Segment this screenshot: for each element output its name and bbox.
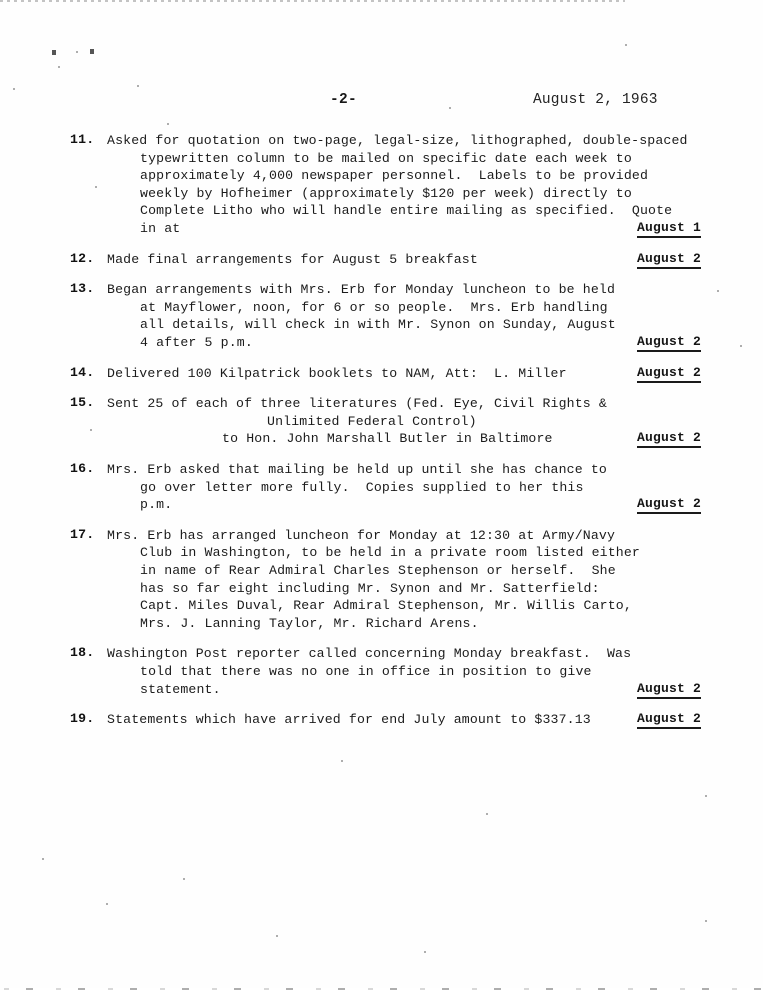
scan-speckle (76, 51, 78, 53)
scan-speckle (13, 88, 15, 90)
entry-line: typewritten column to be mailed on specific date each week to (140, 150, 632, 166)
entry-line: at Mayflower, noon, for 6 or so people. Mrs. Erb handling (140, 299, 608, 315)
entry-line: statement. (140, 681, 221, 697)
memo-entry (0, 251, 763, 269)
memo-entry (0, 365, 763, 383)
memo-entry (0, 711, 763, 729)
scan-speckle (486, 813, 488, 815)
entry-line: weekly by Hofheimer (approximately $120 per week) directly to (140, 185, 632, 201)
entry-number: 12. (70, 250, 95, 266)
entry-line: Made final arrangements for August 5 breakfast (107, 251, 478, 267)
entry-number: 14. (70, 364, 95, 380)
date-stamp: August 2 (637, 334, 701, 352)
scan-speckle (424, 951, 426, 953)
entry-line: in at (140, 220, 181, 236)
entry-number: 18. (70, 645, 95, 661)
date-stamp: August 2 (637, 681, 701, 699)
memo-entry (0, 132, 763, 238)
scan-speckle (52, 50, 56, 55)
entry-line: Delivered 100 Kilpatrick booklets to NAM, Att: L. Miller (107, 365, 567, 381)
date-stamp: August 2 (637, 251, 701, 269)
memo-entry (0, 461, 763, 514)
entry-line: Asked for quotation on two-page, legal-size, lithographed, double-spaced (107, 133, 688, 148)
date-stamp: August 2 (637, 430, 701, 448)
entry-line: Mrs. J. Lanning Taylor, Mr. Richard Arens. (140, 615, 479, 631)
entry-line: Statements which have arrived for end July amount to $337.13 (107, 712, 591, 728)
entry-line: has so far eight including Mr. Synon and Mr. Satterfield: (140, 580, 600, 596)
entry-line: approximately 4,000 newspaper personnel. Labels to be provided (140, 168, 649, 184)
entry-text (0, 527, 763, 633)
scan-speckle (42, 858, 44, 860)
memo-entry (0, 281, 763, 351)
date-stamp: August 2 (637, 496, 701, 514)
memo-entry (0, 645, 763, 698)
document-date: August 2, 1963 (533, 92, 658, 108)
scan-speckle (183, 878, 185, 880)
entry-number: 15. (70, 395, 95, 411)
entry-line: Complete Litho who will handle entire mailing as specified. Quote (140, 203, 673, 219)
page-number: -2- (330, 92, 358, 108)
entry-line: go over letter more fully. Copies supplied to her this (140, 479, 584, 495)
entry-line: Unlimited Federal Control) (267, 413, 477, 429)
scan-speckle (167, 123, 169, 125)
scan-speckle (625, 44, 627, 46)
scan-speckle (705, 795, 707, 797)
entry-line: in name of Rear Admiral Charles Stephenson or herself. She (140, 562, 616, 578)
date-stamp: August 1 (637, 220, 701, 238)
date-stamp: August 2 (637, 711, 701, 729)
entry-line: Mrs. Erb asked that mailing be held up until she has chance to (107, 462, 607, 477)
entry-line: all details, will check in with Mr. Synon on Sunday, August (140, 317, 616, 333)
scan-speckle (341, 760, 343, 762)
scan-speckle (137, 85, 139, 87)
entry-number: 13. (70, 281, 95, 297)
entry-number: 11. (70, 132, 95, 147)
memo-entry (0, 395, 763, 448)
entry-line: p.m. (140, 497, 173, 513)
scan-speckle (276, 935, 278, 937)
entry-line: 4 after 5 p.m. (140, 334, 253, 350)
entry-line: Sent 25 of each of three literatures (Fed. Eye, Civil Rights & (107, 396, 607, 412)
entry-line: Began arrangements with Mrs. Erb for Monday luncheon to be held (107, 282, 616, 298)
entry-line: Capt. Miles Duval, Rear Admiral Stephenson, Mr. Willis Carto, (140, 598, 632, 614)
entry-line: told that there was no one in office in position to give (140, 663, 592, 679)
scan-speckle (90, 49, 94, 54)
entry-number: 16. (70, 461, 95, 476)
entry-number: 17. (70, 526, 95, 542)
entry-line: Washington Post reporter called concerning Monday breakfast. Was (107, 646, 632, 662)
scan-artifact-top-edge (0, 0, 625, 2)
entry-line: Mrs. Erb has arranged luncheon for Monday at 12:30 at Army/Navy (107, 527, 616, 543)
entry-line: Club in Washington, to be held in a private room listed either (140, 545, 640, 561)
scan-speckle (705, 920, 707, 922)
entry-number: 19. (70, 711, 95, 727)
entry-line: to Hon. John Marshall Butler in Baltimore (222, 431, 553, 447)
page-header (0, 92, 763, 114)
date-stamp: August 2 (637, 365, 701, 383)
memo-entry (0, 527, 763, 633)
scan-speckle (106, 903, 108, 905)
scan-speckle (58, 66, 60, 68)
